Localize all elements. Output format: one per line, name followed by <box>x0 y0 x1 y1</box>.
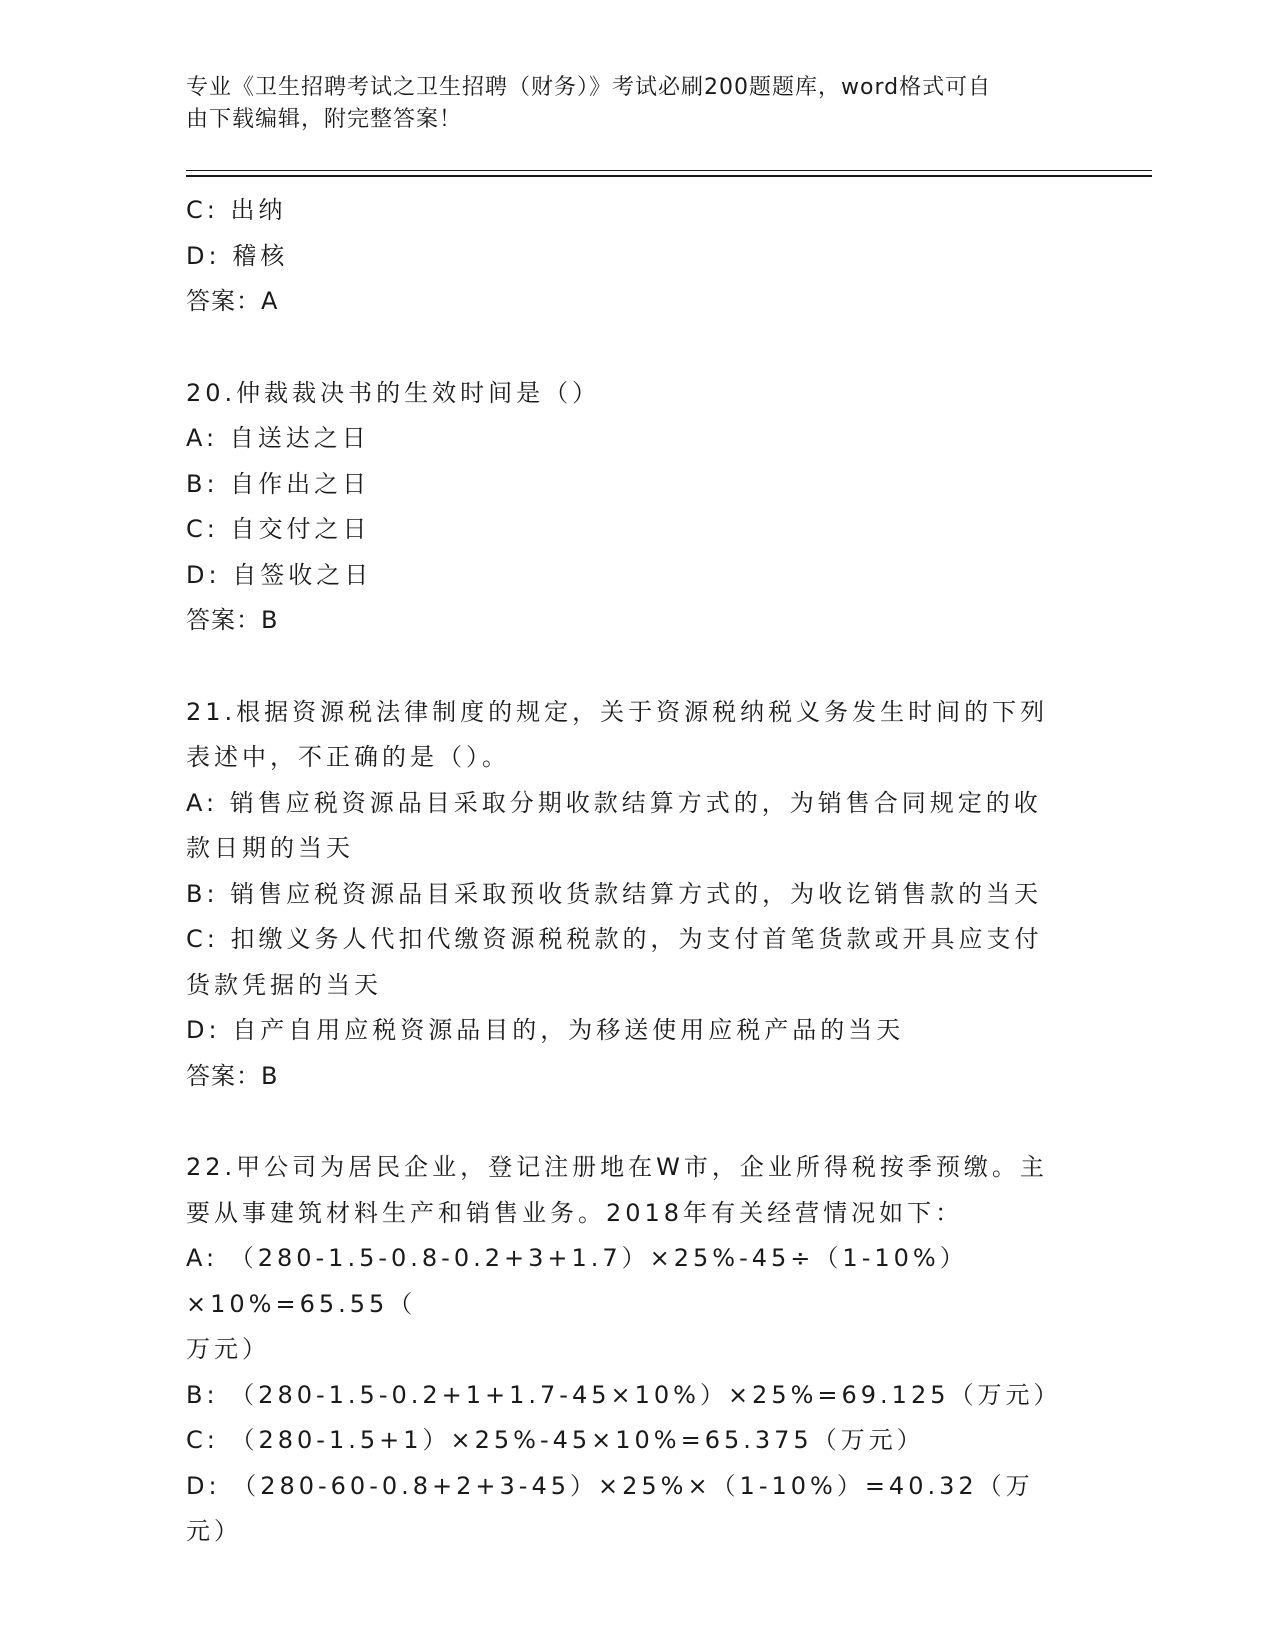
header-line-1: 专业《卫生招聘考试之卫生招聘（财务）》考试必刷200题题库，word格式可自 <box>186 75 992 100</box>
question-stem-continued: 要从事建筑材料生产和销售业务。2018年有关经营情况如下： <box>186 1198 964 1227</box>
option-b: B: （280-1.5-0.2+1+1.7-45×10%）×25%=69.125（万元） <box>186 1380 1062 1409</box>
option-c: C: 出纳 <box>186 196 287 224</box>
option-d: D: （280-60-0.8+2+3-45）×25%×（1-10%）=40.32（万元） <box>186 1471 1034 1545</box>
block-spacer <box>186 325 1076 371</box>
option-a-continued: 万元） <box>186 1335 270 1363</box>
option-d: D: 稽核 <box>186 241 289 270</box>
question-stem: 20.仲裁裁决书的生效时间是（） <box>186 378 601 407</box>
option-c: C: 扣缴义务人代扣代缴资源税税款的，为支付首笔货款或开具应支付 <box>186 925 1043 953</box>
block-spacer <box>186 644 1076 690</box>
question-stem-continued: 表述中，不正确的是（）。 <box>186 743 510 771</box>
answer-label: 答案：B <box>186 1061 279 1090</box>
header-divider-thick <box>186 175 1152 177</box>
question-block-22 <box>186 1145 1076 1555</box>
question-block-19 <box>186 188 1076 325</box>
document-header <box>186 72 1066 136</box>
answer-label: 答案：B <box>186 606 279 634</box>
question-stem: 21.根据资源税法律制度的规定，关于资源税纳税义务发生时间的下列 <box>186 697 1049 726</box>
option-c-continued: 货款凭据的当天 <box>186 970 382 999</box>
header-divider-thin <box>186 170 1152 171</box>
question-block-20 <box>186 371 1076 644</box>
question-stem: 22.甲公司为居民企业，登记注册地在W市，企业所得税按季预缴。主 <box>186 1153 1048 1181</box>
header-line-2: 由下载编辑，附完整答案！ <box>186 107 463 132</box>
option-a-continued: 款日期的当天 <box>186 834 354 862</box>
option-a: A: （280-1.5-0.8-0.2+3+1.7）×25%-45÷（1-10%）×10%=65.55（ <box>186 1244 968 1318</box>
option-a: A: 自送达之日 <box>186 424 370 452</box>
answer-label: 答案：A <box>186 287 279 315</box>
option-d: D: 自产自用应税资源品目的，为移送使用应税产品的当天 <box>186 1016 905 1044</box>
question-block-21 <box>186 690 1076 1100</box>
block-spacer <box>186 1099 1076 1145</box>
option-b: B: 销售应税资源品目采取预收货款结算方式的，为收讫销售款的当天 <box>186 879 1043 908</box>
option-d: D: 自签收之日 <box>186 560 373 589</box>
option-c: C: 自交付之日 <box>186 515 371 543</box>
option-b: B: 自作出之日 <box>186 469 371 498</box>
option-a: A: 销售应税资源品目采取分期收款结算方式的，为销售合同规定的收 <box>186 788 1042 817</box>
question-content <box>186 188 1076 1555</box>
option-c: C: （280-1.5+1）×25%-45×10%=65.375（万元） <box>186 1426 925 1454</box>
